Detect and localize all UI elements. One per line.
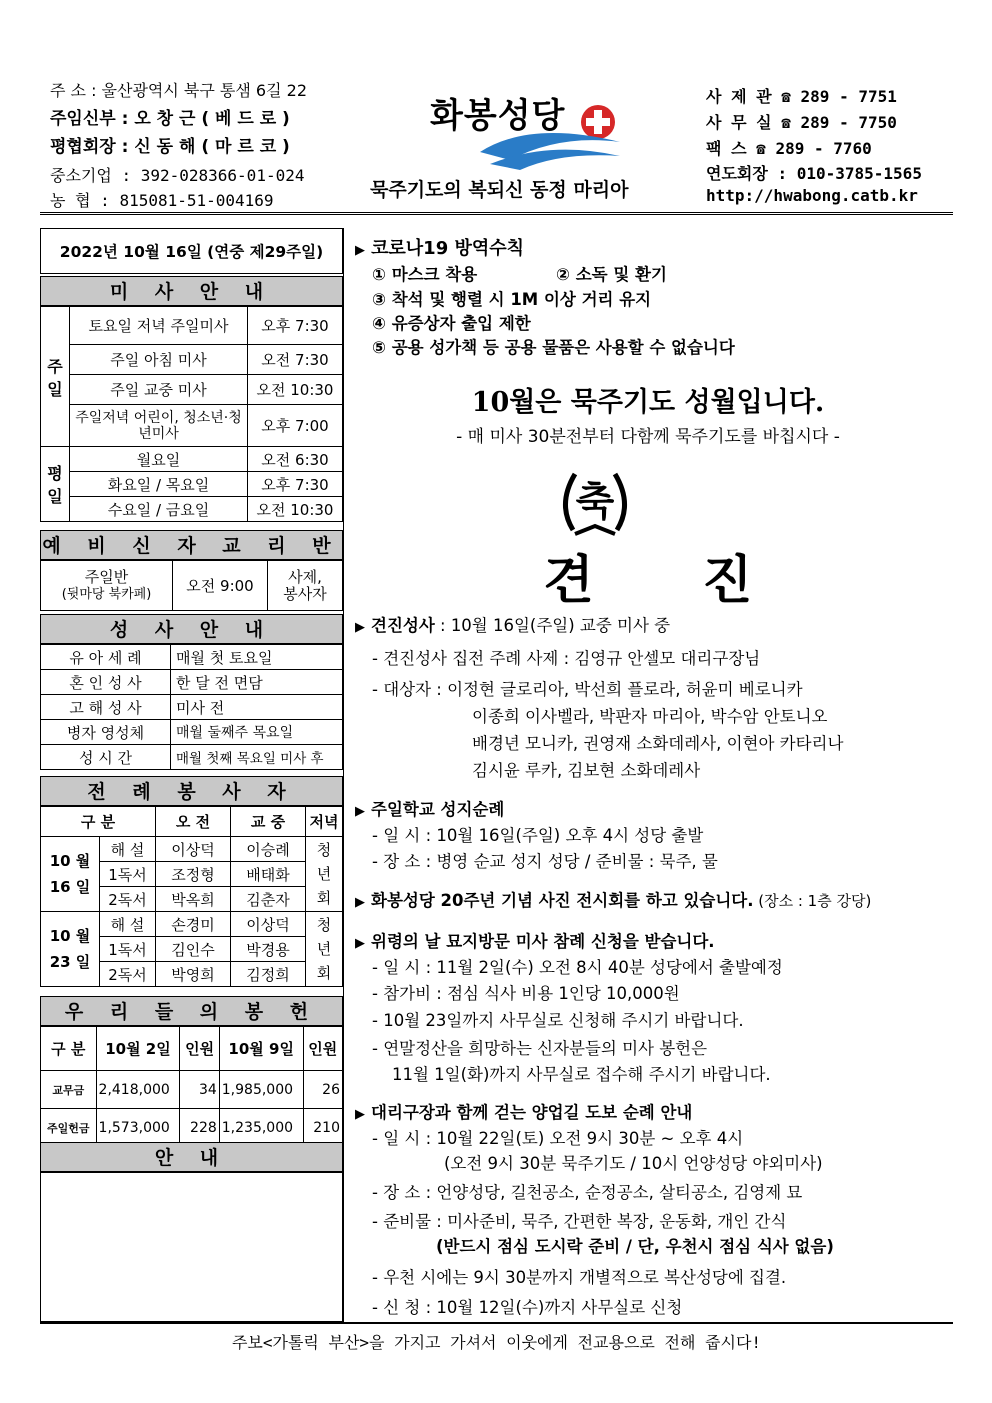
covid-heading	[355, 234, 524, 260]
server-role: 해 설	[100, 837, 156, 862]
offering-title: 우 리 들 의 봉 헌	[40, 996, 343, 1026]
walk-line: - 일 시 : 10월 22일(토) 오전 9시 30분 ~ 오후 4시	[372, 1129, 744, 1148]
sacrament-name: 성 시 간	[41, 745, 171, 770]
offering-header: 10월 9일	[219, 1027, 303, 1071]
server-main: 이상덕	[231, 912, 306, 937]
mass-name: 주일 교중 미사	[70, 375, 248, 405]
server-am: 박옥희	[156, 887, 231, 912]
server-role: 2독서	[100, 887, 156, 912]
server-role: 해 설	[100, 912, 156, 937]
header-divider	[40, 212, 953, 215]
server-main: 배태화	[231, 862, 306, 887]
fax-number: 팩 스 ☎ 289 - 7760	[706, 139, 872, 158]
sacrament-name: 유 아 세 례	[41, 645, 171, 670]
sacrament-desc: 매월 첫째 목요일 미사 후	[171, 745, 343, 770]
mass-name: 월요일	[70, 447, 248, 472]
phone-office: 사 무 실 ☎ 289 - 7750	[706, 113, 897, 132]
catechumen-teacher: 사제, 봉사자	[268, 561, 343, 611]
offering-amount: 1,985,000	[219, 1071, 303, 1109]
weekday-label: 평 일	[41, 447, 70, 522]
address: 주 소 : 울산광역시 북구 통샘 6길 22	[50, 81, 308, 100]
walk-line: - 준비물 : 미사준비, 묵주, 간편한 복장, 운동화, 개인 간식	[372, 1212, 787, 1231]
parish-website-link[interactable]: http://hwabong.catb.kr	[706, 186, 918, 205]
walk-head: 대리구장과 함께 걷는 양업길 도보 순례 안내	[371, 1103, 693, 1122]
offering-count: 26	[303, 1071, 342, 1109]
server-am: 이상덕	[156, 837, 231, 862]
catechumen-time: 오전 9:00	[173, 561, 268, 611]
rosary-subtitle: - 매 미사 30분전부터 다함께 묵주기도를 바칩시다 -	[456, 427, 840, 447]
server-role: 2독서	[100, 962, 156, 987]
mass-time: 오전 10:30	[248, 497, 343, 522]
exhibition-heading	[355, 887, 871, 911]
rosary-month-title: 10월은 묵주기도 성월입니다.	[471, 387, 825, 418]
council-president: 평협회장 : 신 동 해 ( 마 르 코 )	[50, 137, 290, 157]
footer-divider	[40, 1322, 953, 1324]
walk-line: (오전 9시 30분 묵주기도 / 10시 언양성당 야외미사)	[444, 1154, 823, 1173]
server-role: 1독서	[100, 862, 156, 887]
covid-rule: ② 소독 및 환기	[556, 265, 667, 284]
pilgrimage-heading	[355, 796, 504, 820]
server-date: 10 월 23 일	[41, 912, 100, 987]
offering-header: 인원	[180, 1027, 219, 1071]
sacrament-name: 병자 영성체	[41, 720, 171, 745]
offering-count: 210	[303, 1109, 342, 1147]
server-main: 이승례	[231, 837, 306, 862]
celebration-badge	[553, 460, 637, 544]
notice-box	[40, 1172, 343, 1322]
confirmation-celebrant: - 견진성사 집전 주례 사제 : 김영규 안셀모 대리구장님	[372, 649, 761, 668]
triangle-bullet-icon: ▶	[355, 895, 365, 910]
mass-schedule-table	[40, 306, 343, 522]
bulletin-date: 2022년 10월 16일 (연중 제29주일)	[40, 228, 343, 274]
confirmation-candidates: 배경년 모니카, 권영재 소화데레사, 이현아 카타리나	[472, 734, 844, 753]
server-am: 김인수	[156, 937, 231, 962]
servers-header: 오 전	[156, 807, 231, 837]
sacrament-desc: 한 달 전 면담	[171, 670, 343, 695]
mass-name: 수요일 / 금요일	[70, 497, 248, 522]
triangle-bullet-icon: ▶	[355, 1107, 365, 1122]
sacrament-name: 혼 인 성 사	[41, 670, 171, 695]
server-evening: 청 년 회	[306, 837, 343, 912]
triangle-bullet-icon: ▶	[355, 804, 365, 819]
server-main: 박경용	[231, 937, 306, 962]
server-date: 10 월 16 일	[41, 837, 100, 912]
servers-title: 전 례 봉 사 자	[40, 776, 343, 806]
sunday-label: 주 일	[41, 307, 70, 447]
servers-header: 구 분	[41, 807, 156, 837]
sacrament-desc: 매월 둘째주 목요일	[171, 720, 343, 745]
pastor: 주임신부 : 오 창 근 ( 베 드 로 )	[50, 109, 290, 129]
confirmation-candidates: 이종희 이사벨라, 박판자 마리아, 박수암 안토니오	[472, 707, 828, 726]
notice-title: 안 내	[40, 1142, 343, 1172]
parish-motto: 묵주기도의 복되신 동정 마리아	[370, 179, 629, 201]
triangle-bullet-icon: ▶	[355, 936, 365, 951]
confirmation-date: : 10월 16일(주일) 교중 미사 중	[434, 616, 671, 635]
confirmation-candidates: 김시윤 루카, 김보현 소화데레사	[472, 761, 701, 780]
phone-rectory: 사 제 관 ☎ 289 - 7751	[706, 87, 897, 106]
walk-line: - 장 소 : 언양성당, 길천공소, 순정공소, 살티공소, 김영제 묘	[372, 1183, 803, 1202]
servers-header: 저녁	[306, 807, 343, 837]
confirmation-banner: 견 진	[543, 551, 753, 611]
confirmation-candidates: - 대상자 : 이정현 글로리아, 박선희 플로라, 허윤미 베로니카	[372, 680, 803, 699]
server-role: 1독서	[100, 937, 156, 962]
cemetery-head: 위령의 날 묘지방문 미사 참례 신청을 받습니다.	[371, 932, 715, 951]
footer-message: 주보<가톨릭 부산>을 가지고 가셔서 이웃에게 전교용으로 전해 줍시다!	[231, 1333, 762, 1352]
mass-name: 토요일 저녁 주일미사	[70, 307, 248, 345]
bank-account-2: 농 협 : 815081-51-004169	[50, 191, 274, 210]
mass-time: 오전 10:30	[248, 375, 343, 405]
church-logo-icon	[470, 100, 630, 172]
offering-count: 228	[180, 1109, 219, 1147]
mass-time: 오후 7:30	[248, 307, 343, 345]
servers-table	[40, 806, 343, 987]
church-name: 화봉성당	[430, 96, 566, 136]
walk-line: - 우천 시에는 9시 30분까지 개별적으로 복산성당에 집결.	[372, 1268, 787, 1287]
covid-title: 코로나19 방역수칙	[371, 238, 525, 259]
mass-time: 오후 7:00	[248, 405, 343, 447]
walk-line: - 신 청 : 10월 12일(수)까지 사무실로 신청	[372, 1298, 683, 1317]
triangle-bullet-icon: ▶	[355, 620, 365, 635]
offering-header: 구 분	[41, 1027, 97, 1071]
mass-name: 화요일 / 목요일	[70, 472, 248, 497]
catechumen-table	[40, 560, 343, 611]
offering-amount: 1,573,000	[96, 1109, 180, 1147]
confirmation-head: 견진성사	[371, 616, 435, 635]
offering-type: 주일헌금	[41, 1109, 97, 1147]
bank-account-1: 중소기업 : 392-028366-01-024	[50, 166, 305, 185]
covid-rule: ⑤ 공용 성가책 등 공용 물품은 사용할 수 없습니다	[372, 338, 735, 357]
mass-name: 주일 아침 미사	[70, 345, 248, 375]
catechumen-class: 주일반	[84, 567, 129, 586]
offering-amount: 2,418,000	[96, 1071, 180, 1109]
cemetery-line: - 10월 23일까지 사무실로 신청해 주시기 바랍니다.	[372, 1011, 744, 1030]
cemetery-line: 11월 1일(화)까지 사무실로 접수해 주시기 바랍니다.	[392, 1065, 771, 1084]
walk-line: (반드시 점심 도시락 준비 / 단, 우천시 점심 식사 없음)	[436, 1237, 834, 1256]
pilgrimage-time: - 일 시 : 10월 16일(주일) 오후 4시 성당 출발	[372, 826, 704, 845]
choir-leader-phone: 연도회장 : 010-3785-1565	[706, 164, 922, 183]
offering-table	[40, 1026, 343, 1147]
server-main: 김춘자	[231, 887, 306, 912]
triangle-bullet-icon: ▶	[355, 243, 365, 258]
confirmation-heading	[355, 612, 670, 636]
server-evening: 청 년 회	[306, 912, 343, 987]
cemetery-line: - 일 시 : 11월 2일(수) 오전 8시 40분 성당에서 출발예정	[372, 958, 783, 977]
offering-count: 34	[180, 1071, 219, 1109]
sacrament-desc: 매월 첫 토요일	[171, 645, 343, 670]
offering-header: 10월 2일	[96, 1027, 180, 1071]
mass-time: 오전 6:30	[248, 447, 343, 472]
server-main: 김정희	[231, 962, 306, 987]
sacrament-desc: 미사 전	[171, 695, 343, 720]
mass-schedule-title: 미 사 안 내	[40, 276, 343, 306]
mass-name: 주일저녁 어린이, 청소년·청년미사	[70, 405, 248, 447]
offering-type: 교무금	[41, 1071, 97, 1109]
pilgrimage-place: - 장 소 : 병영 순교 성지 성당 / 준비물 : 묵주, 물	[372, 852, 718, 871]
server-am: 손경미	[156, 912, 231, 937]
offering-header: 인원	[303, 1027, 342, 1071]
sacrament-name: 고 해 성 사	[41, 695, 171, 720]
cemetery-line: - 연말정산을 희망하는 신자분들의 미사 봉헌은	[372, 1039, 708, 1058]
covid-rule: ① 마스크 착용	[372, 265, 478, 284]
server-am: 박영희	[156, 962, 231, 987]
covid-rule: ③ 착석 및 행렬 시 1M 이상 거리 유지	[372, 290, 652, 309]
sacraments-table	[40, 644, 343, 770]
catechumen-place: (뒷마당 북카페)	[61, 586, 152, 602]
server-am: 조정형	[156, 862, 231, 887]
pilgrimage-head: 주일학교 성지순례	[371, 800, 505, 819]
mass-time: 오전 7:30	[248, 345, 343, 375]
mass-time: 오후 7:30	[248, 472, 343, 497]
walk-heading	[355, 1099, 692, 1123]
covid-rule: ④ 유증상자 출입 제한	[372, 314, 531, 333]
celebration-char: 축	[575, 479, 615, 525]
catechumen-title: 예 비 신 자 교 리 반	[40, 530, 343, 560]
cemetery-heading	[355, 928, 715, 952]
exhibition-head: 화봉성당 20주년 기념 사진 전시회를 하고 있습니다.	[371, 891, 754, 910]
offering-amount: 1,235,000	[219, 1109, 303, 1147]
sacraments-title: 성 사 안 내	[40, 614, 343, 644]
cemetery-line: - 참가비 : 점심 식사 비용 1인당 10,000원	[372, 984, 680, 1003]
exhibition-place: (장소 : 1층 강당)	[753, 892, 872, 910]
servers-header: 교 중	[231, 807, 306, 837]
